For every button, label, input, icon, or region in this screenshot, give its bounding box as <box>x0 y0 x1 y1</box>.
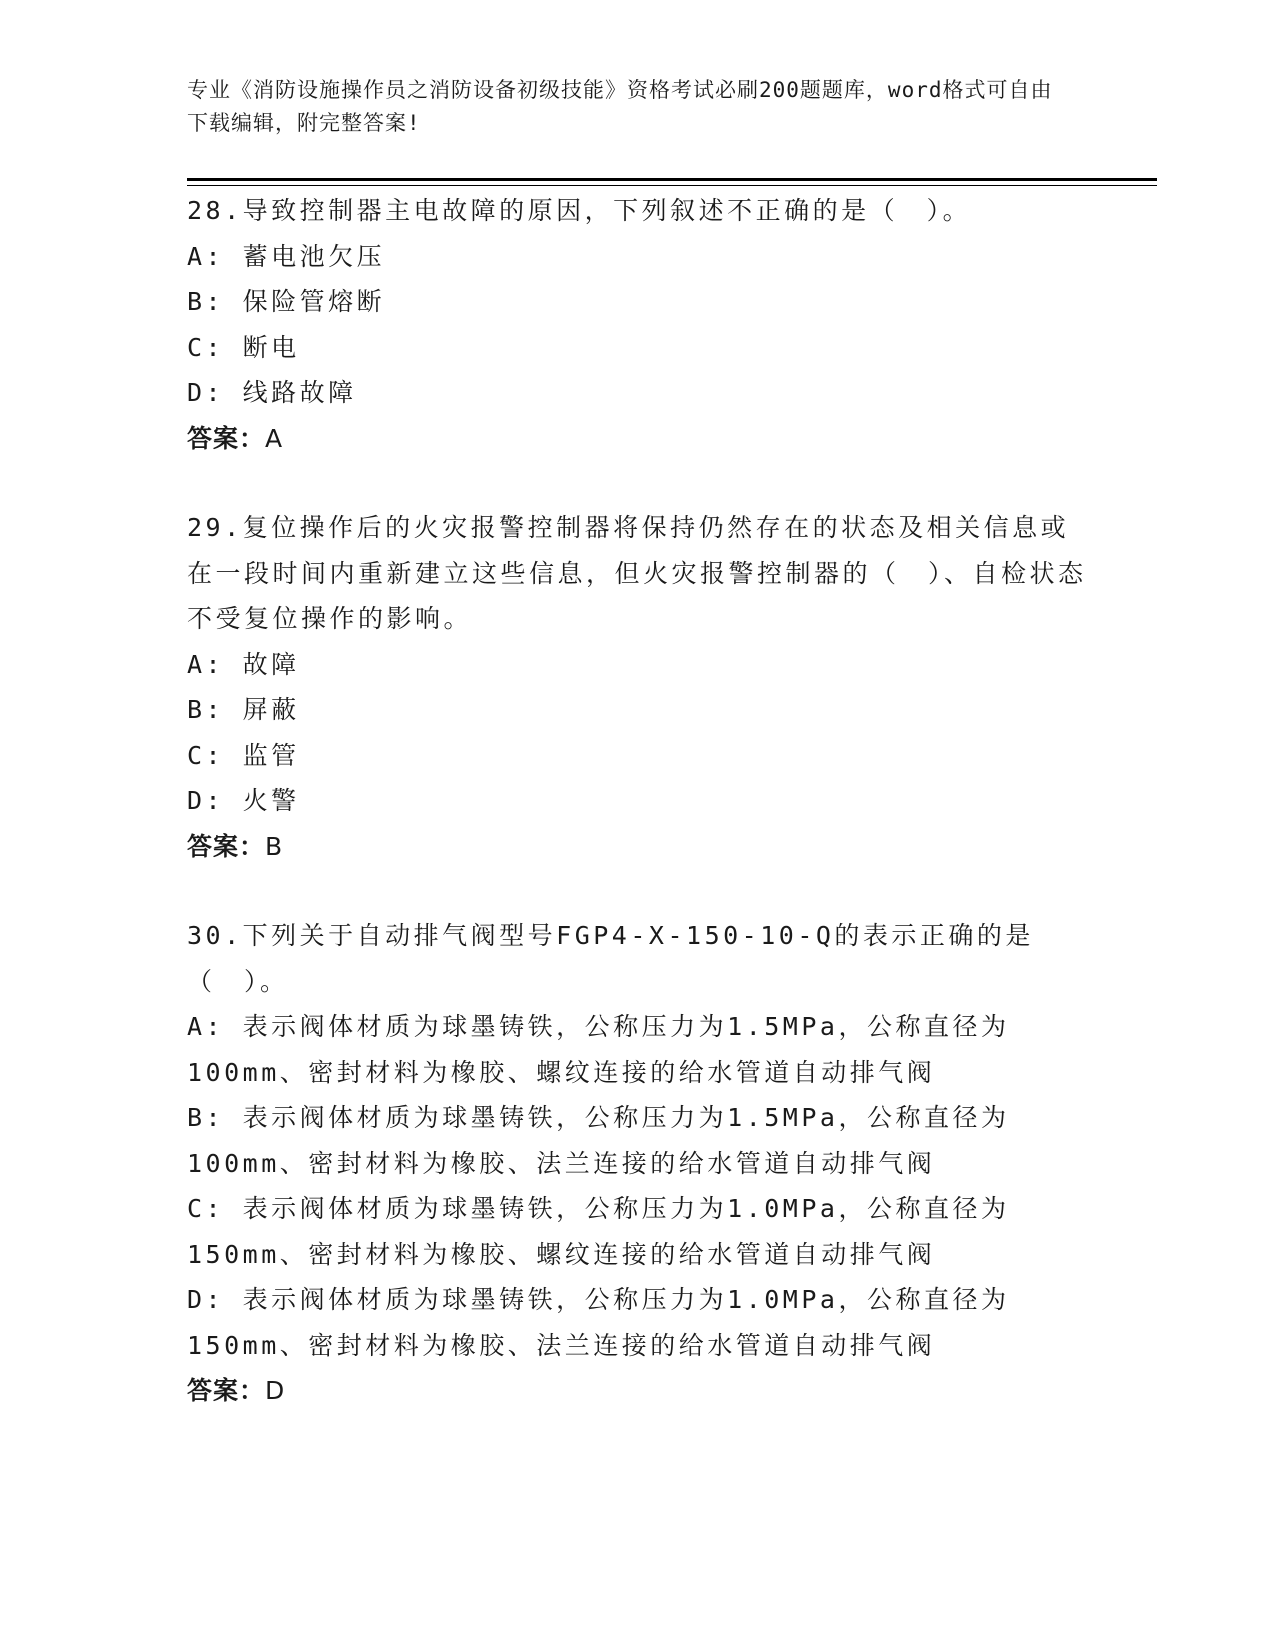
answer-value: B <box>265 831 284 861</box>
question-list <box>187 188 1087 1414</box>
option-c: C: 表示阀体材质为球墨铸铁，公称压力为1.0MPa，公称直径为150mm、密封材料为橡胶、螺纹连接的给水管道自动排气阀 <box>187 1194 1010 1269</box>
option-b: B: 屏蔽 <box>187 695 300 724</box>
option-c: C: 监管 <box>187 740 300 770</box>
option-c: C: 断电 <box>187 332 300 362</box>
option-a: A: 故障 <box>187 649 300 679</box>
question-29 <box>187 505 1087 869</box>
answer-value: A <box>265 423 284 453</box>
answer-label: 答案： <box>187 831 266 861</box>
document-header-text: 专业《消防设施操作员之消防设备初级技能》资格考试必刷200题题库，word格式可自由下载编辑，附完整答案! <box>187 78 1053 135</box>
option-d: D: 线路故障 <box>187 378 357 407</box>
answer-label: 答案： <box>187 1376 266 1405</box>
option-b: B: 保险管熔断 <box>187 287 386 316</box>
option-d: D: 火警 <box>187 786 300 815</box>
answer-label: 答案： <box>187 423 266 453</box>
option-b: B: 表示阀体材质为球墨铸铁，公称压力为1.5MPa，公称直径为100mm、密封材料为橡胶、法兰连接的给水管道自动排气阀 <box>187 1103 1010 1178</box>
answer-line <box>187 824 1087 870</box>
answer-line <box>187 1368 1087 1414</box>
question-stem: 30.下列关于自动排气阀型号FGP4-X-150-10-Q的表示正确的是（ ）。 <box>187 921 1034 996</box>
answer-value: D <box>265 1376 286 1405</box>
question-stem: 28.导致控制器主电故障的原因，下列叙述不正确的是（ ）。 <box>187 196 972 225</box>
header-rule-thin <box>187 185 1157 186</box>
option-a: A: 表示阀体材质为球墨铸铁，公称压力为1.5MPa，公称直径为100mm、密封材料为橡胶、螺纹连接的给水管道自动排气阀 <box>187 1012 1010 1087</box>
option-a: A: 蓄电池欠压 <box>187 241 386 271</box>
question-stem: 29.复位操作后的火灾报警控制器将保持仍然存在的状态及相关信息或在一段时间内重新建立这些信息，但火灾报警控制器的（ ）、自检状态不受复位操作的影响。 <box>187 513 1087 633</box>
question-28 <box>187 188 1087 461</box>
question-30 <box>187 913 1087 1414</box>
answer-line <box>187 416 1087 462</box>
option-d: D: 表示阀体材质为球墨铸铁，公称压力为1.0MPa，公称直径为150mm、密封材料为橡胶、法兰连接的给水管道自动排气阀 <box>187 1285 1010 1360</box>
header-rule-thick <box>187 178 1157 181</box>
